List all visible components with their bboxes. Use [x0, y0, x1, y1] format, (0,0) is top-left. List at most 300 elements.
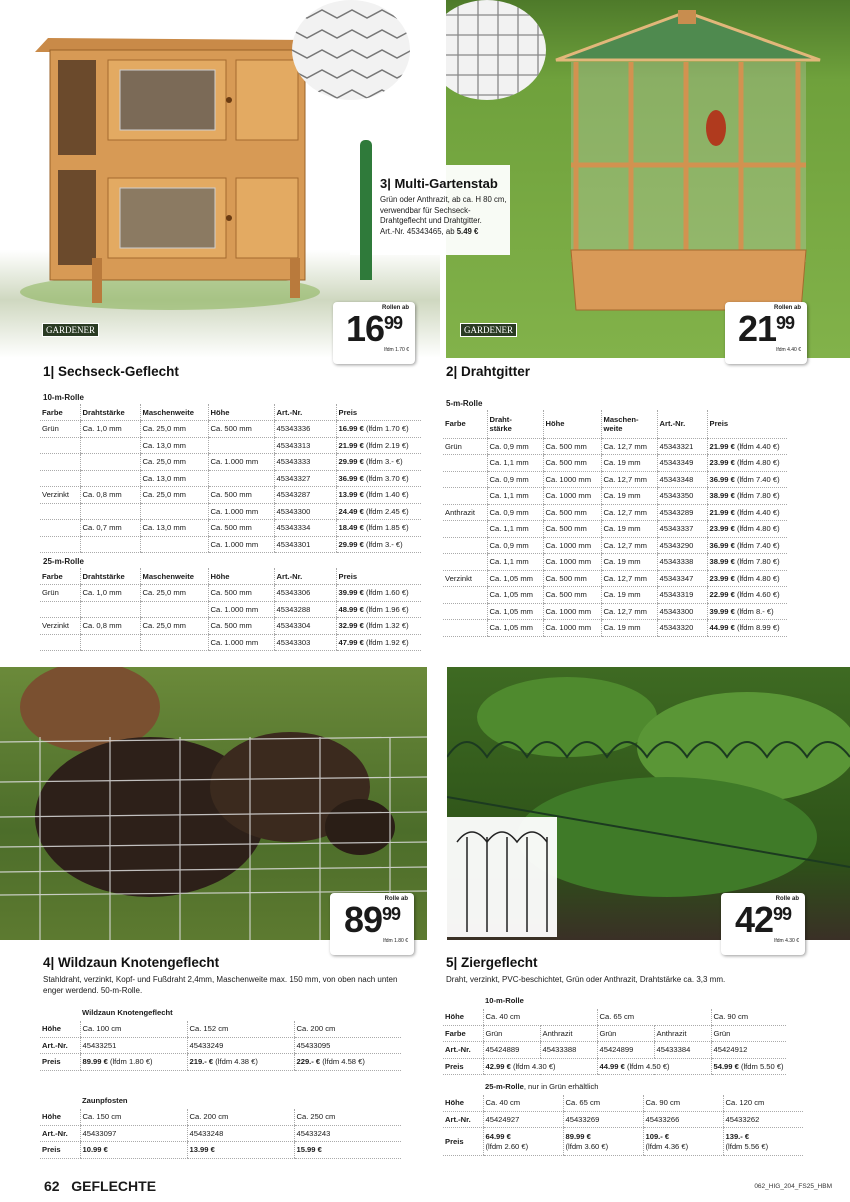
price-cell	[707, 570, 787, 587]
product-4-price-badge	[330, 893, 414, 955]
table-row	[40, 585, 421, 602]
table-cell	[80, 601, 140, 618]
price-badge-int: 21	[737, 308, 776, 349]
table-row	[40, 1054, 401, 1071]
table-cell: Ca. 12,7 mm	[601, 504, 657, 521]
price-value: 36.99 €	[709, 474, 735, 484]
table-cell: Grün	[40, 421, 80, 438]
table-cell: 45343338	[657, 554, 707, 571]
price-per-meter: (lfdm 4.36 €)	[645, 1141, 689, 1151]
table-cell: Ca. 1,05 mm	[487, 603, 543, 620]
table-row	[443, 471, 787, 488]
table-cell: Ca. 1,05 mm	[487, 587, 543, 604]
table-row	[443, 1095, 803, 1112]
table-cell	[563, 1128, 643, 1156]
product-1-sub10: 10-m-Rolle	[43, 393, 84, 402]
table-cell-empty	[40, 1092, 80, 1109]
table-cell	[443, 620, 487, 637]
table-cell: Ca. 500 mm	[543, 587, 601, 604]
table-cell: Ca. 500 mm	[543, 438, 601, 455]
table-cell: Ca. 0,9 mm	[487, 504, 543, 521]
price-badge-lfdm: lfdm 4.40 €	[776, 347, 801, 353]
price-per-meter: (lfdm 1.85 €)	[365, 523, 409, 533]
row-label: Preis	[40, 1054, 80, 1071]
table-cell: 45343320	[657, 620, 707, 637]
price-per-meter: (lfdm 4.80 €)	[736, 524, 780, 534]
table-cell: Ca. 25,0 mm	[140, 487, 208, 504]
row-label: Höhe	[40, 1109, 80, 1126]
product-4-table-posts	[40, 1092, 401, 1159]
table-row	[443, 587, 787, 604]
table-cell: Ca. 1,05 mm	[487, 620, 543, 637]
table-cell: 45424927	[483, 1111, 563, 1128]
table-cell: Ca. 1000 mm	[543, 554, 601, 571]
table-cell: Ca. 40 cm	[483, 1009, 597, 1026]
table-cell	[140, 601, 208, 618]
table-header-cell: Maschen- weite	[601, 410, 657, 438]
table-row	[40, 454, 421, 471]
table-row	[40, 536, 421, 553]
table-cell: 45343313	[274, 437, 336, 454]
table-cell: Ca. 500 mm	[543, 570, 601, 587]
table-cell	[40, 634, 80, 651]
table-cell: Ca. 1,0 mm	[80, 585, 140, 602]
table-header-cell: Preis	[707, 410, 787, 438]
price-badge-pre: Rolle ab	[775, 896, 799, 902]
table-cell	[443, 587, 487, 604]
price-value: 13.99 €	[189, 1145, 215, 1155]
table-cell: Ca. 1,0 mm	[80, 421, 140, 438]
table-cell: Ca. 1000 mm	[543, 488, 601, 505]
brand-logo-1: GARDENER	[42, 323, 99, 337]
table-cell: 45343327	[274, 470, 336, 487]
table-cell	[80, 454, 140, 471]
product-3-art-line	[380, 227, 507, 238]
table-cell: 45343321	[657, 438, 707, 455]
page-footer	[44, 1178, 156, 1194]
table-cell: Ca. 1.000 mm	[208, 454, 274, 471]
table-row	[40, 520, 421, 537]
table-row	[40, 1125, 401, 1142]
table-cell: Ca. 65 cm	[597, 1009, 711, 1026]
table-cell: 45343336	[274, 421, 336, 438]
table-cell: 45424912	[711, 1042, 786, 1059]
table-cell-empty	[443, 1078, 483, 1095]
table-cell: Verzinkt	[40, 618, 80, 635]
price-value: 47.99 €	[338, 637, 364, 647]
garden-stake-rod	[360, 140, 372, 280]
table-row	[443, 488, 787, 505]
table-cell	[187, 1142, 294, 1159]
price-per-meter: (lfdm 4.38 €)	[213, 1057, 258, 1067]
price-per-meter: (lfdm 4.60 €)	[736, 590, 780, 600]
table-cell: Ca. 152 cm	[187, 1021, 294, 1038]
table-caption: Zaunpfosten	[82, 1095, 128, 1105]
product-3-line-3: Drahtgeflecht und Drahtgitter.	[380, 216, 482, 225]
table-cell: 45343287	[274, 487, 336, 504]
table-row	[40, 487, 421, 504]
price-value: 16.99 €	[338, 424, 364, 434]
price-value: 42.99 €	[485, 1061, 511, 1071]
table-row	[443, 521, 787, 538]
table-cell	[443, 603, 487, 620]
price-cell	[707, 504, 787, 521]
price-value: 219.- €	[189, 1057, 214, 1067]
price-value: 23.99 €	[709, 458, 735, 468]
price-per-meter: (lfdm 4.58 €)	[320, 1057, 365, 1067]
table-cell: Ca. 40 cm	[483, 1095, 563, 1112]
table-header-cell: Art.-Nr.	[274, 404, 336, 421]
price-per-meter: (lfdm 7.40 €)	[736, 474, 780, 484]
price-badge-lfdm: lfdm 1.80 €	[383, 938, 408, 944]
table-header-cell: Drahtstärke	[80, 568, 140, 585]
table-cell	[80, 470, 140, 487]
table-header-cell: Farbe	[40, 568, 80, 585]
table-cell: Grün	[443, 438, 487, 455]
price-cell	[336, 503, 421, 520]
table-cell: Ca. 1000 mm	[543, 471, 601, 488]
table-cell	[294, 1142, 401, 1159]
price-per-meter: (lfdm 2.45 €)	[365, 506, 409, 516]
table-cell: 45343300	[657, 603, 707, 620]
table-cell: 45343304	[274, 618, 336, 635]
table-cell: Verzinkt	[40, 487, 80, 504]
table-cell	[80, 634, 140, 651]
table-row	[443, 1025, 786, 1042]
table-cell: Ca. 0,9 mm	[487, 537, 543, 554]
table-cell: Ca. 25,0 mm	[140, 618, 208, 635]
table-cell: Ca. 0,7 mm	[80, 520, 140, 537]
price-per-meter: (lfdm 4.80 €)	[736, 573, 780, 583]
price-per-meter: (lfdm 5.50 €)	[738, 1061, 784, 1071]
price-cell	[707, 537, 787, 554]
table-cell	[187, 1054, 294, 1071]
price-value: 36.99 €	[709, 540, 735, 550]
table-cell: Ca. 1000 mm	[543, 603, 601, 620]
price-value: 44.99 €	[599, 1061, 625, 1071]
table-cell: Ca. 1,05 mm	[487, 570, 543, 587]
table-cell: Ca. 500 mm	[208, 520, 274, 537]
table-header-cell: Farbe	[443, 410, 487, 438]
table-cell	[483, 1058, 597, 1075]
table-header-row	[40, 404, 421, 421]
row-label: Art.-Nr.	[443, 1042, 483, 1059]
table-cell	[723, 1128, 803, 1156]
table-row	[443, 554, 787, 571]
table-cell: Ca. 0,9 mm	[487, 438, 543, 455]
table-header-cell: Höhe	[208, 568, 274, 585]
table-cell: Ca. 500 mm	[543, 455, 601, 472]
price-per-meter: (lfdm 7.40 €)	[736, 540, 780, 550]
table-cell: Grün	[483, 1025, 540, 1042]
table-cell: 45433097	[80, 1125, 187, 1142]
product-5-description: Draht, verzinkt, PVC-beschichtet, Grün oder Anthrazit, Drahtstärke ca. 3,3 mm.	[446, 975, 726, 984]
table-cell	[294, 1054, 401, 1071]
price-cell	[707, 438, 787, 455]
table-cell: Ca. 90 cm	[643, 1095, 723, 1112]
table-cell: 45433243	[294, 1125, 401, 1142]
table-row	[40, 1142, 401, 1159]
price-per-meter: (lfdm 8.99 €)	[736, 623, 780, 633]
price-cell	[336, 487, 421, 504]
price-cell	[707, 488, 787, 505]
table-cell	[483, 1128, 563, 1156]
price-cell	[336, 618, 421, 635]
price-cell	[336, 421, 421, 438]
table-cell	[443, 455, 487, 472]
table-cell: 45343300	[274, 503, 336, 520]
table-cell: Ca. 19 mm	[601, 455, 657, 472]
price-cell	[336, 437, 421, 454]
table-cell: Ca. 200 cm	[187, 1109, 294, 1126]
table-cell	[140, 503, 208, 520]
price-value: 38.99 €	[709, 557, 735, 567]
price-value: 32.99 €	[338, 621, 364, 631]
table-cell: 45343334	[274, 520, 336, 537]
price-value: 29.99 €	[338, 457, 364, 467]
table-cell: Ca. 0,8 mm	[80, 487, 140, 504]
caption-note: , nur in Grün erhältlich	[523, 1081, 599, 1091]
price-badge-dec: 99	[773, 903, 792, 924]
price-badge-pre: Rolle ab	[384, 896, 408, 902]
table-cell: Ca. 19 mm	[601, 521, 657, 538]
table-cell: Ca. 25,0 mm	[140, 421, 208, 438]
table-cell	[140, 634, 208, 651]
price-badge-dec: 99	[382, 903, 401, 924]
price-cell	[336, 634, 421, 651]
table-cell: Ca. 500 mm	[543, 504, 601, 521]
table-header-cell: Farbe	[40, 404, 80, 421]
product-3-art: Art.-Nr. 45343465, ab	[380, 226, 457, 236]
page-number: 62	[44, 1178, 60, 1194]
price-per-meter: (lfdm 1.70 €)	[365, 424, 409, 434]
table-caption-row	[40, 1004, 401, 1021]
row-label: Art.-Nr.	[40, 1037, 80, 1054]
table-cell: Ca. 1,1 mm	[487, 455, 543, 472]
table-cell: 45433266	[643, 1111, 723, 1128]
product-4-title: 4| Wildzaun Knotengeflecht	[43, 955, 220, 970]
table-cell: Grün	[40, 585, 80, 602]
price-value: 24.49 €	[338, 506, 364, 516]
table-cell: Verzinkt	[443, 570, 487, 587]
price-cell	[336, 601, 421, 618]
product-3-price: 5.49 €	[456, 226, 479, 236]
price-value: 10.99 €	[82, 1145, 108, 1155]
price-cell	[336, 454, 421, 471]
price-value: 54.99 €	[713, 1061, 739, 1071]
table-cell: Ca. 90 cm	[711, 1009, 786, 1026]
table-header-cell: Draht- stärke	[487, 410, 543, 438]
price-badge-pre: Rollen ab	[773, 305, 801, 311]
table-cell: Anthrazit	[540, 1025, 597, 1042]
table-cell: Ca. 12,7 mm	[601, 471, 657, 488]
table-cell	[208, 437, 274, 454]
table-cell: Ca. 100 cm	[80, 1021, 187, 1038]
product-3-title: 3| Multi-Gartenstab	[380, 176, 498, 191]
price-value: 21.99 €	[338, 440, 364, 450]
table-row	[40, 618, 421, 635]
price-per-meter: (lfdm 3.- €)	[365, 457, 403, 467]
table-caption	[483, 1078, 803, 1095]
table-row	[443, 570, 787, 587]
row-label: Preis	[40, 1142, 80, 1159]
table-cell: 45433248	[187, 1125, 294, 1142]
table-cell: 45433388	[540, 1042, 597, 1059]
row-label: Höhe	[443, 1095, 483, 1112]
price-per-meter: (lfdm 1.96 €)	[365, 604, 409, 614]
price-cell	[336, 585, 421, 602]
table-header-cell: Drahtstärke	[80, 404, 140, 421]
table-cell	[643, 1128, 723, 1156]
price-badge-int: 42	[734, 899, 773, 940]
table-cell	[208, 470, 274, 487]
product-3-line-2: verwendbar für Sechseck-	[380, 205, 471, 215]
table-cell: Ca. 500 mm	[208, 487, 274, 504]
table-cell: Ca. 1.000 mm	[208, 634, 274, 651]
table-cell: 45343306	[274, 585, 336, 602]
table-cell: Ca. 500 mm	[543, 521, 601, 538]
table-cell: 45433095	[294, 1037, 401, 1054]
price-per-meter: (lfdm 4.40 €)	[736, 441, 780, 451]
price-value: 29.99 €	[338, 539, 364, 549]
price-per-meter: (lfdm 2.60 €)	[485, 1141, 529, 1151]
table-caption-row	[40, 1092, 401, 1109]
product-1-title: 1| Sechseck-Geflecht	[43, 364, 179, 379]
table-header-row	[40, 568, 421, 585]
catalog-code: 062_HIG_204_FS25_HBM	[754, 1183, 832, 1190]
section-name: GEFLECHTE	[71, 1178, 157, 1194]
table-caption-row	[443, 992, 786, 1009]
table-caption-row	[443, 1078, 803, 1095]
price-cell	[707, 603, 787, 620]
product-5-title: 5| Ziergeflecht	[446, 955, 538, 970]
price-per-meter: (lfdm 1.32 €)	[365, 621, 409, 631]
table-cell: Ca. 19 mm	[601, 488, 657, 505]
table-row	[443, 455, 787, 472]
product-1-sub25: 25-m-Rolle	[43, 557, 84, 566]
table-cell: 45343350	[657, 488, 707, 505]
table-cell: Ca. 1,1 mm	[487, 521, 543, 538]
table-cell-empty	[40, 1004, 80, 1021]
table-cell	[40, 601, 80, 618]
price-per-meter: (lfdm 1.80 €)	[107, 1057, 153, 1067]
table-caption: Wildzaun Knotengeflecht	[82, 1007, 173, 1017]
table-header-cell: Maschenweite	[140, 568, 208, 585]
table-row	[40, 503, 421, 520]
price-value: 229.- €	[296, 1057, 321, 1067]
product-5-table-10m	[443, 992, 786, 1075]
price-per-meter: (lfdm 1.40 €)	[365, 490, 409, 500]
product-1-price-badge	[333, 302, 415, 364]
price-value: 36.99 €	[338, 473, 364, 483]
product-1-table-25m	[40, 568, 421, 651]
table-cell: Ca. 25,0 mm	[140, 585, 208, 602]
price-value: 15.99 €	[296, 1145, 322, 1155]
table-cell: Ca. 0,8 mm	[80, 618, 140, 635]
price-badge-dec: 99	[384, 312, 403, 333]
price-value: 23.99 €	[709, 524, 735, 534]
table-cell: 45343288	[274, 601, 336, 618]
price-per-meter: (lfdm 1.92 €)	[365, 637, 409, 647]
table-row	[40, 421, 421, 438]
table-cell: 45433262	[723, 1111, 803, 1128]
table-header-cell: Maschenweite	[140, 404, 208, 421]
table-row	[443, 1009, 786, 1026]
price-cell	[336, 520, 421, 537]
price-value: 64.99 €	[485, 1131, 511, 1141]
product-4-description: Stahldraht, verzinkt, Kopf- und Fußdraht 2,4mm, Maschenweite max. 150 mm, von oben nach unten enger werdend. 50-m-Rolle.	[43, 975, 398, 995]
price-value: 21.99 €	[709, 441, 735, 451]
table-row	[443, 1058, 786, 1075]
table-cell	[443, 537, 487, 554]
row-label: Preis	[443, 1058, 483, 1075]
table-cell: Ca. 19 mm	[601, 587, 657, 604]
table-cell: Ca. 25,0 mm	[140, 454, 208, 471]
table-header-cell: Art.-Nr.	[657, 410, 707, 438]
table-cell: 45433249	[187, 1037, 294, 1054]
hexagonal-mesh-sample	[292, 0, 410, 100]
price-badge-lfdm: lfdm 1.70 €	[384, 347, 409, 353]
table-cell: Ca. 1,1 mm	[487, 554, 543, 571]
price-value: 139.- €	[725, 1131, 750, 1141]
table-cell: Ca. 1000 mm	[543, 537, 601, 554]
table-cell	[40, 470, 80, 487]
row-label: Höhe	[443, 1009, 483, 1026]
table-cell: Ca. 12,7 mm	[601, 570, 657, 587]
price-per-meter: (lfdm 4.30 €)	[510, 1061, 556, 1071]
product-3-description	[380, 195, 507, 237]
table-row	[40, 634, 421, 651]
table-cell: Ca. 12,7 mm	[601, 537, 657, 554]
price-per-meter: (lfdm 5.56 €)	[725, 1141, 769, 1151]
table-cell: 45343349	[657, 455, 707, 472]
table-cell: Ca. 19 mm	[601, 620, 657, 637]
price-value: 89.99 €	[82, 1057, 108, 1067]
table-cell: 45433269	[563, 1111, 643, 1128]
product-2-sub: 5-m-Rolle	[446, 399, 483, 408]
table-cell: Ca. 500 mm	[208, 585, 274, 602]
table-cell: Ca. 12,7 mm	[601, 603, 657, 620]
table-cell	[140, 536, 208, 553]
table-cell: 45424889	[483, 1042, 540, 1059]
price-badge-int: 16	[345, 308, 384, 349]
table-row	[443, 438, 787, 455]
price-cell	[336, 470, 421, 487]
price-value: 38.99 €	[709, 491, 735, 501]
price-per-meter: (lfdm 1.60 €)	[365, 588, 409, 598]
price-cell	[707, 554, 787, 571]
table-cell: 45343289	[657, 504, 707, 521]
table-cell: 45343290	[657, 537, 707, 554]
product-5-price-badge	[721, 893, 805, 955]
product-2-table	[443, 410, 787, 637]
price-cell	[707, 587, 787, 604]
price-badge-int: 89	[343, 899, 382, 940]
price-per-meter: (lfdm 3.- €)	[365, 539, 403, 549]
table-cell	[443, 521, 487, 538]
table-cell	[597, 1058, 711, 1075]
table-cell: Ca. 13,0 mm	[140, 437, 208, 454]
table-row	[40, 601, 421, 618]
price-cell	[707, 455, 787, 472]
table-header-cell: Höhe	[208, 404, 274, 421]
table-cell: 45343337	[657, 521, 707, 538]
table-cell: Ca. 500 mm	[208, 618, 274, 635]
table-cell	[711, 1058, 786, 1075]
table-cell: Ca. 200 cm	[294, 1021, 401, 1038]
table-row	[443, 620, 787, 637]
table-header-cell: Preis	[336, 404, 421, 421]
